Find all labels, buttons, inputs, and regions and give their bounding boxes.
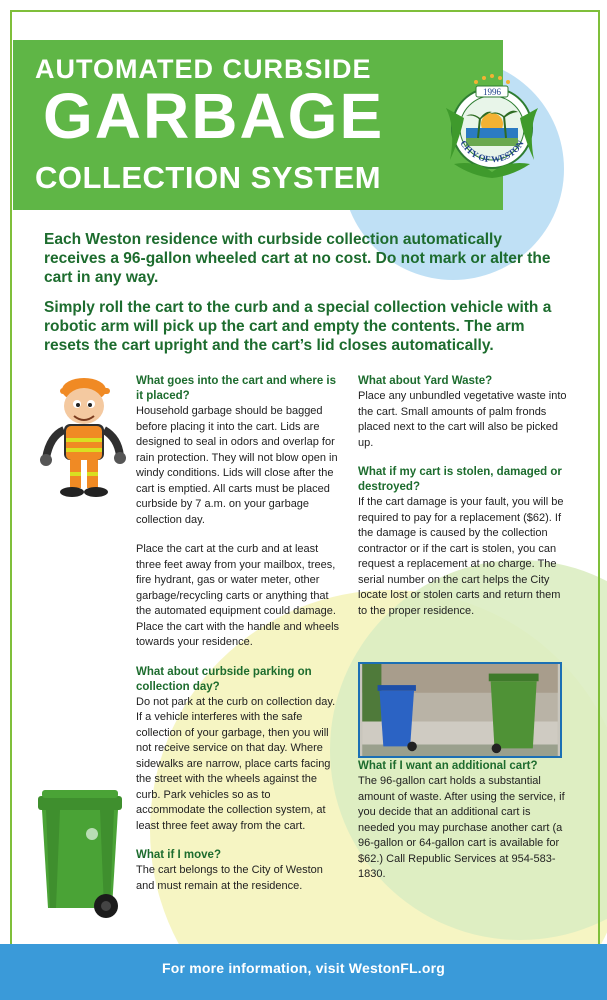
question-moving: What if I move? <box>136 849 221 861</box>
answer-cart-placement-continued: Place the cart at the curb and at least three feet away from your mailbox, trees, fire hydrant, gas or water meter, other garbage/recycling carts or anything that the automated equipment could damage. Place the cart with the handle and wheels towards your residence. <box>136 543 340 648</box>
sanitation-worker-illustration <box>34 368 130 498</box>
right-column <box>358 374 568 883</box>
question-yard-waste: What about Yard Waste? <box>358 375 493 387</box>
intro-paragraph-1: Each Weston residence with curbside collection automatically receives a 96-gallon wheeled cart at no cost. Do not mark or alter the cart in any way. <box>44 231 551 286</box>
intro-paragraph-2: Simply roll the cart to the curb and a special collection vehicle with a robotic arm will pick up the cart and empty the contents. The arm resets the cart upright and the cart’s lid closes automatically. <box>44 299 552 354</box>
title-line-1: AUTOMATED CURBSIDE <box>35 54 372 84</box>
footer-bar <box>0 944 607 1000</box>
answer-curbside-parking: Do not park at the curb on collection day. If a vehicle interferes with the safe collection of your garbage, then you will not receive service on that day. Where sidewalks are narrow, place carts facing the street with the wheels against the curb. Park vehicles so as to accommodate the collection system, at least three feet away from the cart. <box>136 695 336 832</box>
carts-at-curb-photo <box>358 662 562 758</box>
question-cart-placement: What goes into the cart and where is it placed? <box>136 375 337 402</box>
city-seal-logo <box>436 68 548 180</box>
answer-stolen-cart: If the cart damage is your fault, you will be required to pay for a replacement ($62). If the damage is caused by the collection contractor or if the cart is stolen, you can request a replacement at no charge. The serial number on the cart helps the City locate lost or stolen carts and return them to the proper residence. <box>358 496 564 617</box>
answer-additional-cart: The 96-gallon cart holds a substantial amount of waste. After using the service, if you decide that an additional cart is needed you may purchase another cart (a 96-gallon or 64-gallon cart is available for $62.) Call Republic Services at 954-583-1830. <box>358 775 565 880</box>
green-garbage-cart-illustration <box>30 790 130 920</box>
answer-yard-waste: Place any unbundled vegetative waste into the cart. Small amounts of palm fronds placed next to the cart will also be picked up. <box>358 390 567 449</box>
seal-name: CITY OF WESTON <box>458 138 526 165</box>
question-additional-cart: What if I want an additional cart? <box>358 760 538 772</box>
footer-info-text: For more information, visit WestonFL.org <box>161 960 446 976</box>
title-line-2: GARBAGE <box>43 80 385 152</box>
title-banner <box>13 40 503 210</box>
answer-moving: The cart belongs to the City of Weston and must remain at the residence. <box>136 864 323 892</box>
seal-year: 1996 <box>483 87 501 97</box>
question-curbside-parking: What about curbside parking on collection day? <box>136 665 312 693</box>
title-line-3: COLLECTION SYSTEM <box>35 160 382 195</box>
left-column <box>136 374 340 894</box>
question-stolen-cart: What if my cart is stolen, damaged or destroyed? <box>358 466 562 493</box>
answer-cart-placement: Household garbage should be bagged before placing it into the cart. Lids are designed to seal in odors and overlap for rain protection. They will not blow open in windy conditions. Lids will close after the cart is emptied. All carts must be placed curbside by 7 a.m. on your garbage collection day. <box>136 405 338 526</box>
